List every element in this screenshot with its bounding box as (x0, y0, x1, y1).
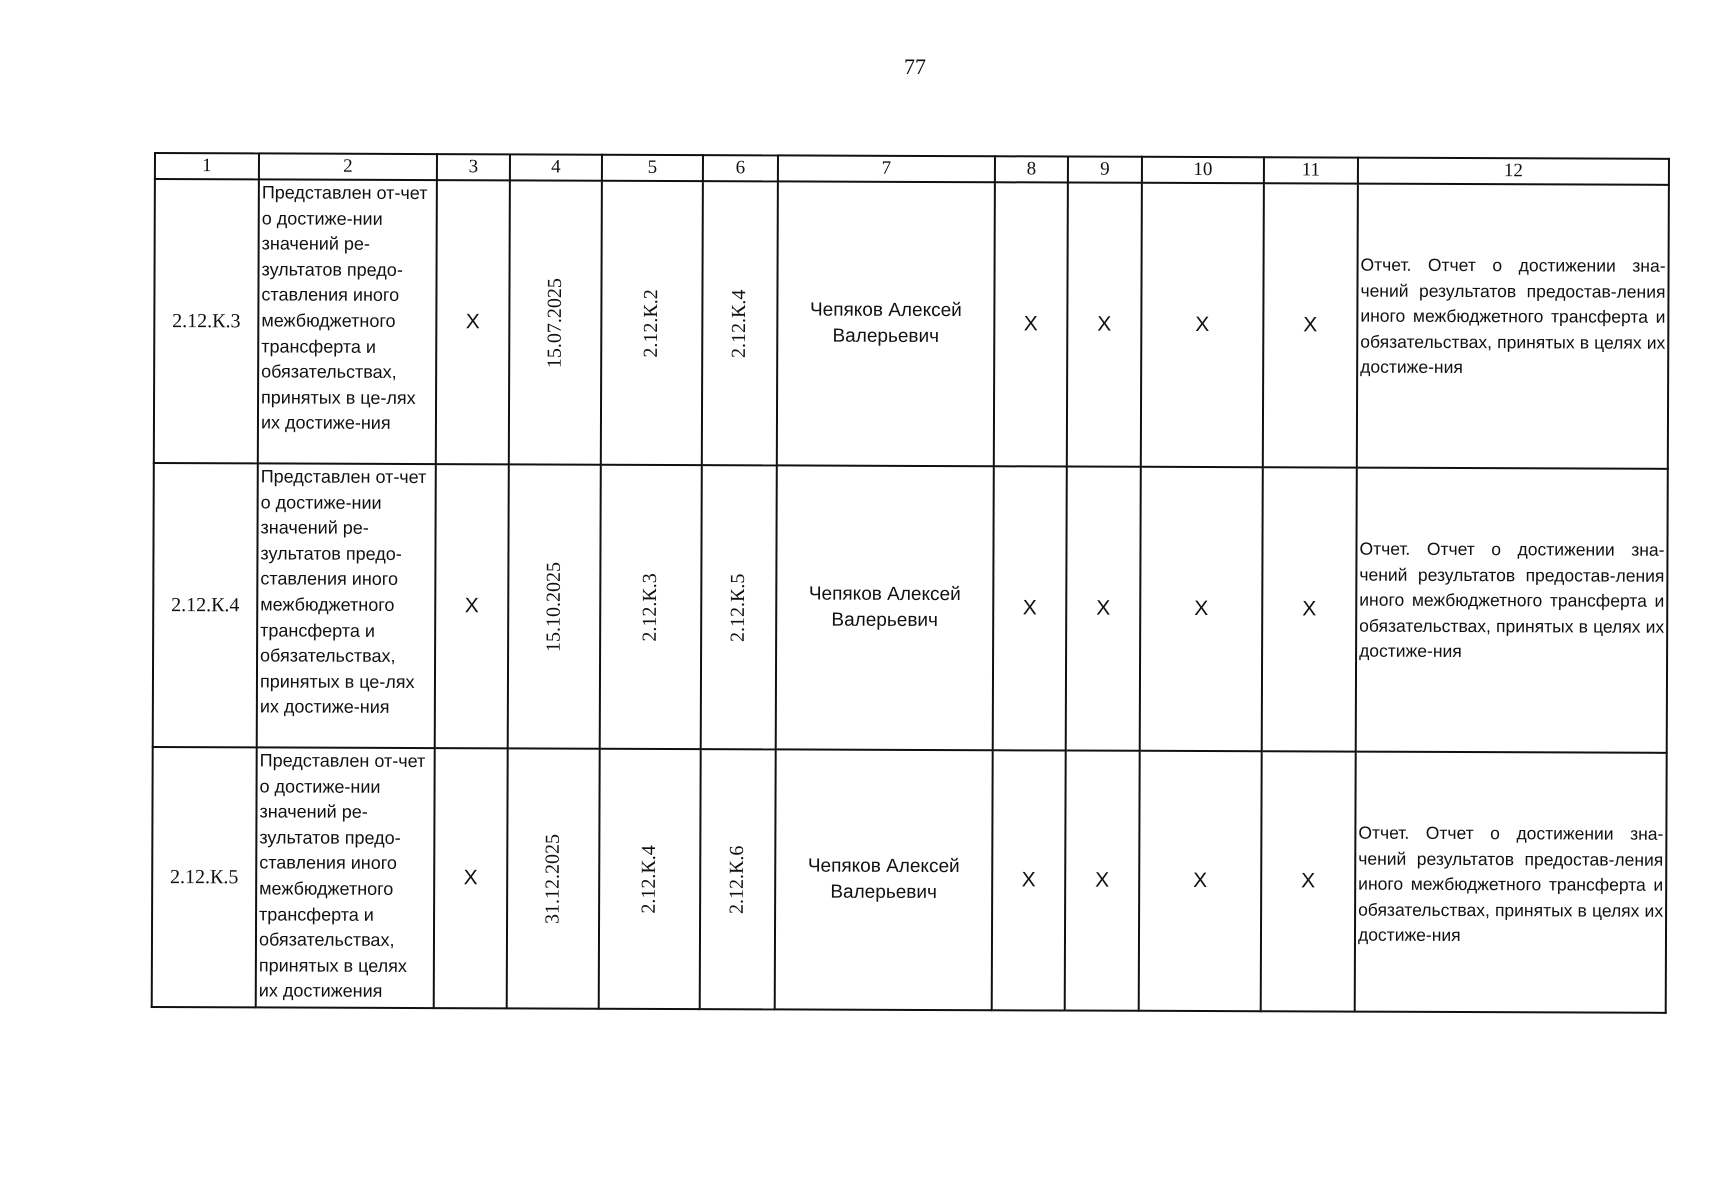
prev-cell (601, 181, 703, 465)
column-header: 7 (778, 155, 995, 182)
predecessor-id: 2.12.К.4 (638, 844, 661, 914)
date-cell (507, 748, 600, 1008)
control-points-table (151, 152, 1670, 1014)
due-date: 31.12.2025 (541, 833, 564, 924)
column-header: 3 (437, 154, 510, 180)
responsible-person: Чепяков Алексей Валерьевич (777, 181, 995, 466)
document-cell (1357, 184, 1669, 469)
column-header: 1 (155, 153, 259, 179)
cell-col11: X (1262, 467, 1357, 751)
cell-col10: X (1139, 751, 1262, 1011)
column-header: 12 (1358, 158, 1669, 185)
control-point-id: 2.12.К.3 (154, 179, 259, 463)
document-description: Отчет. Отчет о достижении зна-чений результатов предостав-ления иного межбюджетного трансферта и обязательствах, принятых в целях их достиже-ния (1359, 538, 1665, 662)
document-description: Отчет. Отчет о достижении зна-чений результатов предостав-ления иного межбюджетного трансферта и обязательствах, принятых в целях их достиже-ния (1357, 822, 1664, 946)
date-cell (508, 464, 601, 748)
prev-cell (599, 749, 701, 1009)
page-number: 77 (904, 54, 926, 79)
cell-col8: X (993, 466, 1067, 750)
cell-col9: X (1067, 183, 1142, 467)
cell-col3: X (436, 180, 510, 464)
successor-id: 2.12.К.4 (728, 289, 751, 358)
column-header: 2 (259, 153, 437, 180)
control-point-name: Представлен от-чет о достиже-нии значений ре-зультатов предо-ставления иного межбюджетного трансферта и обязательствах, принятых в це-лях их достиже-ния (258, 179, 437, 464)
cell-col8: X (994, 182, 1068, 466)
control-point-id: 2.12.К.5 (152, 747, 257, 1007)
control-point-name: Представлен от-чет о достиже-нии значений ре-зультатов предо-ставления иного межбюджетного трансферта и обязательствах, принятых в це-лях их достиже-ния (257, 463, 436, 748)
column-header: 5 (602, 155, 703, 181)
due-date: 15.07.2025 (543, 277, 567, 368)
column-header: 11 (1264, 157, 1358, 183)
table-row (154, 179, 1669, 469)
cell-col8: X (992, 750, 1066, 1010)
column-header: 6 (703, 155, 778, 181)
next-cell (702, 181, 778, 465)
document-description: Отчет. Отчет о достижении зна-чений результатов предостав-ления иного межбюджетного трансферта и обязательствах, принятых в целях их достиже-ния (1360, 254, 1666, 378)
prev-cell (600, 465, 702, 749)
cell-col3: X (434, 748, 508, 1008)
cell-col11: X (1263, 183, 1358, 467)
successor-id: 2.12.К.6 (726, 845, 749, 914)
cell-col9: X (1065, 751, 1140, 1011)
control-point-id: 2.12.К.4 (153, 463, 258, 747)
column-header: 9 (1068, 157, 1142, 183)
successor-id: 2.12.К.5 (727, 573, 750, 642)
next-cell (700, 749, 776, 1009)
cell-col10: X (1140, 467, 1263, 751)
cell-col9: X (1066, 467, 1141, 751)
document-cell (1356, 468, 1668, 753)
table-row (153, 463, 1668, 753)
column-header: 10 (1142, 157, 1264, 183)
document-cell (1355, 752, 1667, 1013)
column-header: 8 (995, 156, 1068, 182)
cell-col11: X (1261, 751, 1356, 1011)
column-header: 4 (510, 154, 602, 180)
predecessor-id: 2.12.К.2 (640, 288, 663, 358)
table-row (152, 747, 1667, 1013)
responsible-person: Чепяков Алексей Валерьевич (775, 749, 993, 1010)
next-cell (701, 465, 777, 749)
cell-col10: X (1141, 183, 1264, 467)
due-date: 15.10.2025 (542, 561, 565, 652)
cell-col3: X (435, 464, 509, 748)
responsible-person: Чепяков Алексей Валерьевич (776, 465, 994, 750)
date-cell (509, 180, 602, 464)
predecessor-id: 2.12.К.3 (639, 572, 662, 642)
control-point-name: Представлен от-чет о достиже-нии значений ре-зультатов предо-ставления иного межбюджетного трансферта и обязательствах, принятых в целях их достижения (256, 747, 435, 1008)
